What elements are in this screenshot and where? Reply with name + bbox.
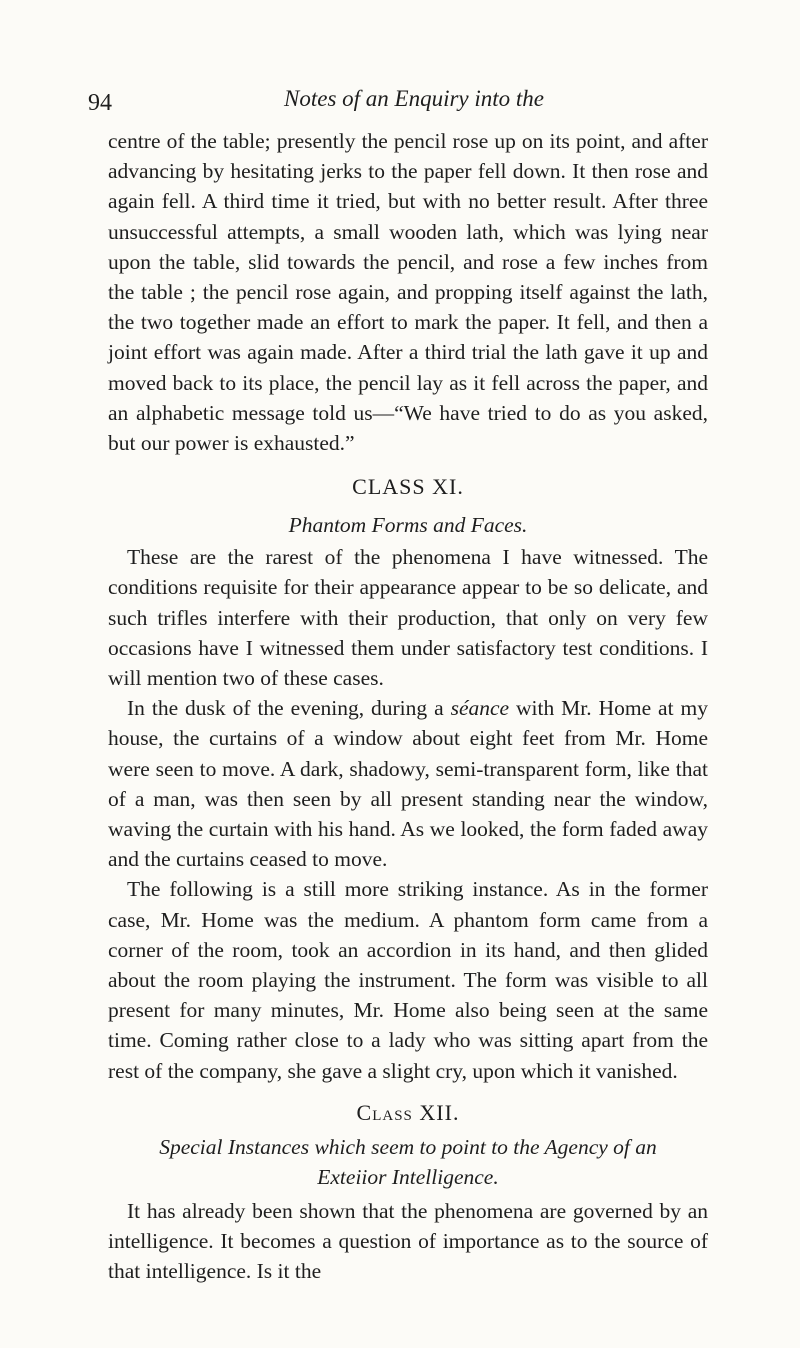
seance-word: séance <box>450 696 510 721</box>
paragraph-lath-and-pencil: centre of the table; presently the pencil rose up on its point, and after advancing by hesitating jerks to the paper fell down. It then rose and again fell. A third time it tried, but with no better result. After three unsuccessful attempts, a small wooden lath, which was lying near upon the table, slid towards the pencil, and rose a few inches from the table ; the pencil rose again, and propping itself against the lath, the two together made an effort to mark the paper. It fell, and then a joint effort was again made. After a third trial the lath gave it up and moved back to its place, the pencil lay as it fell across the paper, and an alphabetic message told us—“We have tried to do as you asked, but our power is exhausted.” <box>108 129 708 456</box>
para3-before: In the dusk of the evening, during a <box>127 696 451 721</box>
class-xi-heading: CLASS XI. <box>352 474 464 500</box>
class-xii-subheading-line1: Special Instances which seem to point to the Agency of an <box>159 1134 657 1159</box>
class-xi-subheading: Phantom Forms and Faces. <box>288 513 528 538</box>
running-title: Notes of an Enquiry into the <box>284 86 545 111</box>
page-number: 94 <box>88 90 112 116</box>
class-xii-subheading <box>108 1132 708 1192</box>
paragraph-seance-window <box>108 693 708 874</box>
para3-after: with Mr. Home at my house, the curtains of a window about eight feet from Mr. Home were seen to move. A dark, shadowy, semi-transparent form, like that of a man, was then seen by all present standing near the window, waving the curtain with his hand. As we looked, the form faded away and the curtains ceased to move. <box>108 696 708 872</box>
paragraph-accordion-phantom: The following is a still more striking instance. As in the former case, Mr. Home was the medium. A phantom form came from a corner of the room, took an accordion in its hand, and then glided about the room playing the instrument. The form was visible to all present for many minutes, Mr. Home also being seen at the same time. Coming rather close to a lady who was sitting apart from the rest of the company, she gave a slight cry, upon which it vanished. <box>108 877 708 1083</box>
book-page <box>88 84 708 1287</box>
class-xii-subheading-line2: Exteiior Intelligence. <box>317 1164 499 1189</box>
running-header <box>88 84 708 124</box>
class-xii-heading: Class XII. <box>356 1099 460 1125</box>
paragraph-intelligence-source: It has already been shown that the phenomena are governed by an intelligence. It becomes a question of importance as to the source of that intelligence. Is it the <box>108 1198 708 1284</box>
paragraph-rarest-phenomena: These are the rarest of the phenomena I have witnessed. The conditions requisite for their appearance appear to be so delicate, and such trifles interfere with their production, that only on very few occasions have I witnessed them under satisfactory test conditions. I will mention two of these cases. <box>108 545 708 691</box>
